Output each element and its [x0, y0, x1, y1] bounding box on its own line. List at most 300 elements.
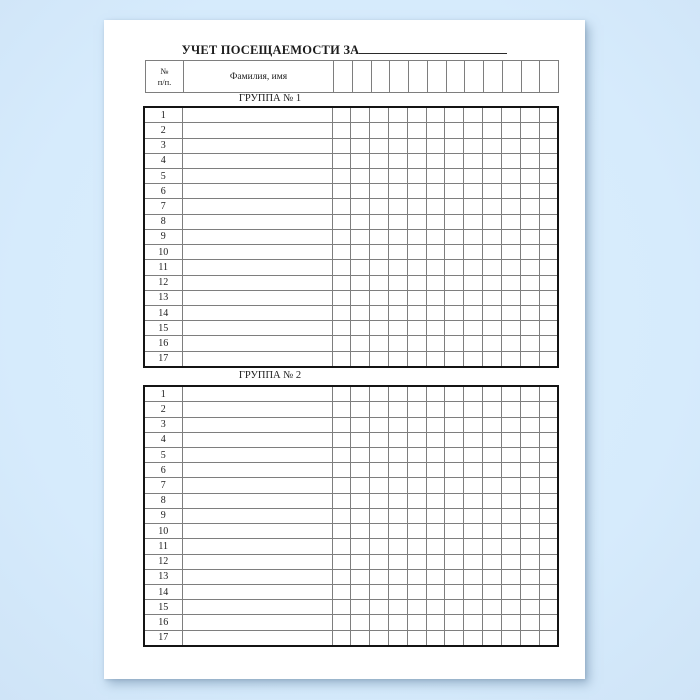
attendance-cell: [445, 630, 464, 646]
table-row: [144, 169, 558, 184]
attendance-cell: [539, 478, 558, 493]
attendance-cell: [501, 229, 520, 244]
attendance-cell: [407, 336, 426, 351]
attendance-cell: [351, 153, 370, 168]
attendance-cell: [407, 260, 426, 275]
attendance-cell: [501, 569, 520, 584]
row-number-cell: 14: [144, 305, 182, 320]
attendance-cell: [332, 321, 351, 336]
attendance-cell: [332, 493, 351, 508]
group-2-rows: [144, 386, 558, 646]
attendance-cell: [426, 245, 445, 260]
attendance-cell: [445, 229, 464, 244]
attendance-cell: [370, 386, 389, 402]
attendance-cell: [464, 463, 483, 478]
attendance-cell: [464, 524, 483, 539]
attendance-cell: [464, 351, 483, 367]
table-row: [144, 569, 558, 584]
row-number-cell: 2: [144, 123, 182, 138]
attendance-cell: [332, 245, 351, 260]
attendance-cell: [445, 417, 464, 432]
attendance-cell: [332, 169, 351, 184]
attendance-cell: [388, 351, 407, 367]
attendance-cell: [351, 584, 370, 599]
attendance-cell: [332, 584, 351, 599]
attendance-cell: [520, 275, 539, 290]
attendance-cell: [426, 138, 445, 153]
attendance-cell: [520, 305, 539, 320]
attendance-cell: [370, 432, 389, 447]
attendance-cell: [426, 336, 445, 351]
attendance-cell: [464, 554, 483, 569]
attendance-cell: [388, 305, 407, 320]
attendance-cell: [426, 463, 445, 478]
attendance-cell: [464, 138, 483, 153]
table-row: [144, 229, 558, 244]
table-row: [144, 214, 558, 229]
attendance-cell: [464, 432, 483, 447]
attendance-cell: [483, 630, 502, 646]
attendance-cell: [445, 199, 464, 214]
attendance-cell: [370, 199, 389, 214]
attendance-cell: [351, 463, 370, 478]
attendance-cell: [351, 630, 370, 646]
row-number-cell: 1: [144, 386, 182, 402]
row-number-cell: 8: [144, 493, 182, 508]
attendance-cell: [370, 539, 389, 554]
attendance-cell: [332, 615, 351, 630]
attendance-cell: [501, 275, 520, 290]
attendance-cell: [464, 478, 483, 493]
attendance-cell: [407, 153, 426, 168]
attendance-cell: [426, 199, 445, 214]
page-title: [104, 42, 585, 58]
attendance-cell: [501, 417, 520, 432]
attendance-cell: [501, 245, 520, 260]
row-number-cell: 13: [144, 290, 182, 305]
attendance-cell: [483, 554, 502, 569]
row-number-cell: 12: [144, 554, 182, 569]
attendance-cell: [539, 351, 558, 367]
row-number-cell: 12: [144, 275, 182, 290]
row-number-cell: 9: [144, 229, 182, 244]
name-cell: [182, 107, 332, 123]
attendance-cell: [483, 336, 502, 351]
attendance-cell: [539, 463, 558, 478]
attendance-cell: [520, 321, 539, 336]
attendance-cell: [445, 600, 464, 615]
attendance-cell: [351, 107, 370, 123]
attendance-cell: [445, 123, 464, 138]
attendance-cell: [407, 229, 426, 244]
table-row: [144, 417, 558, 432]
group-1-rows: [144, 107, 558, 367]
attendance-cell: [539, 138, 558, 153]
attendance-cell: [539, 493, 558, 508]
attendance-cell: [407, 554, 426, 569]
attendance-cell: [520, 184, 539, 199]
attendance-cell: [407, 630, 426, 646]
attendance-cell: [464, 214, 483, 229]
attendance-cell: [426, 524, 445, 539]
attendance-cell: [483, 321, 502, 336]
attendance-cell: [332, 351, 351, 367]
table-row: [144, 305, 558, 320]
attendance-cell: [426, 432, 445, 447]
name-cell: [182, 290, 332, 305]
row-number-cell: 10: [144, 245, 182, 260]
attendance-cell: [370, 336, 389, 351]
attendance-cell: [483, 386, 502, 402]
table-row: [144, 260, 558, 275]
table-row: [144, 630, 558, 646]
attendance-cell: [388, 417, 407, 432]
attendance-cell: [332, 448, 351, 463]
attendance-cell: [426, 448, 445, 463]
row-number-cell: 14: [144, 584, 182, 599]
attendance-cell: [332, 539, 351, 554]
attendance-cell: [445, 107, 464, 123]
attendance-cell: [388, 336, 407, 351]
row-number-cell: 13: [144, 569, 182, 584]
attendance-cell: [351, 615, 370, 630]
number-column-header-line2: п/п.: [157, 76, 172, 87]
attendance-cell: [483, 432, 502, 447]
attendance-cell: [501, 107, 520, 123]
attendance-cell: [407, 463, 426, 478]
attendance-cell: [426, 417, 445, 432]
name-cell: [182, 630, 332, 646]
name-cell: [182, 600, 332, 615]
attendance-cell: [445, 402, 464, 417]
attendance-cell: [501, 214, 520, 229]
date-column-header-cell: [484, 61, 503, 93]
date-column-header-cell: [540, 61, 559, 93]
attendance-cell: [520, 569, 539, 584]
table-row: [144, 402, 558, 417]
attendance-cell: [351, 290, 370, 305]
attendance-cell: [388, 386, 407, 402]
attendance-cell: [332, 402, 351, 417]
attendance-cell: [539, 630, 558, 646]
table-row: [144, 107, 558, 123]
name-cell: [182, 463, 332, 478]
attendance-cell: [501, 402, 520, 417]
header-row: [146, 61, 559, 93]
name-cell: [182, 305, 332, 320]
table-row: [144, 584, 558, 599]
attendance-cell: [483, 169, 502, 184]
attendance-cell: [520, 199, 539, 214]
attendance-cell: [520, 245, 539, 260]
attendance-cell: [445, 569, 464, 584]
attendance-cell: [501, 615, 520, 630]
attendance-cell: [539, 554, 558, 569]
attendance-cell: [483, 290, 502, 305]
attendance-cell: [351, 169, 370, 184]
row-number-cell: 10: [144, 524, 182, 539]
attendance-cell: [483, 153, 502, 168]
attendance-cell: [426, 402, 445, 417]
attendance-cell: [483, 305, 502, 320]
attendance-cell: [520, 630, 539, 646]
attendance-cell: [388, 153, 407, 168]
attendance-cell: [370, 123, 389, 138]
row-number-cell: 8: [144, 214, 182, 229]
attendance-cell: [426, 478, 445, 493]
attendance-cell: [464, 386, 483, 402]
attendance-cell: [520, 615, 539, 630]
row-number-cell: 17: [144, 351, 182, 367]
attendance-cell: [539, 305, 558, 320]
attendance-cell: [388, 524, 407, 539]
attendance-cell: [332, 432, 351, 447]
attendance-cell: [483, 493, 502, 508]
attendance-cell: [539, 508, 558, 523]
attendance-cell: [407, 305, 426, 320]
attendance-cell: [370, 630, 389, 646]
row-number-cell: 15: [144, 321, 182, 336]
attendance-cell: [332, 260, 351, 275]
attendance-cell: [426, 305, 445, 320]
attendance-cell: [426, 493, 445, 508]
attendance-cell: [520, 123, 539, 138]
attendance-cell: [539, 229, 558, 244]
attendance-cell: [501, 584, 520, 599]
attendance-cell: [464, 584, 483, 599]
attendance-cell: [539, 615, 558, 630]
attendance-cell: [445, 336, 464, 351]
attendance-cell: [388, 630, 407, 646]
attendance-cell: [370, 290, 389, 305]
row-number-cell: 5: [144, 448, 182, 463]
attendance-cell: [370, 524, 389, 539]
attendance-cell: [426, 584, 445, 599]
attendance-cell: [351, 336, 370, 351]
attendance-cell: [388, 615, 407, 630]
attendance-cell: [520, 448, 539, 463]
attendance-cell: [483, 138, 502, 153]
table-row: [144, 448, 558, 463]
table-row: [144, 351, 558, 367]
date-column-header-cell: [334, 61, 353, 93]
attendance-cell: [464, 448, 483, 463]
table-row: [144, 138, 558, 153]
name-cell: [182, 153, 332, 168]
number-column-header-line1: №: [160, 65, 169, 76]
attendance-cell: [445, 615, 464, 630]
attendance-cell: [370, 569, 389, 584]
attendance-cell: [464, 569, 483, 584]
attendance-cell: [464, 600, 483, 615]
attendance-cell: [351, 524, 370, 539]
name-cell: [182, 402, 332, 417]
row-number-cell: 7: [144, 199, 182, 214]
attendance-cell: [332, 184, 351, 199]
attendance-cell: [464, 321, 483, 336]
table-row: [144, 290, 558, 305]
attendance-cell: [407, 199, 426, 214]
attendance-cell: [520, 417, 539, 432]
attendance-cell: [483, 615, 502, 630]
attendance-cell: [332, 524, 351, 539]
attendance-cell: [407, 524, 426, 539]
attendance-cell: [501, 260, 520, 275]
group-2-label: ГРУППА № 2: [238, 370, 302, 381]
attendance-cell: [351, 508, 370, 523]
attendance-cell: [464, 417, 483, 432]
attendance-cell: [388, 321, 407, 336]
number-column-header: [146, 61, 184, 93]
row-number-cell: 16: [144, 336, 182, 351]
attendance-cell: [370, 351, 389, 367]
attendance-cell: [501, 448, 520, 463]
attendance-cell: [520, 584, 539, 599]
attendance-cell: [332, 199, 351, 214]
attendance-cell: [539, 448, 558, 463]
attendance-cell: [388, 402, 407, 417]
attendance-cell: [539, 214, 558, 229]
table-row: [144, 600, 558, 615]
table-row: [144, 539, 558, 554]
attendance-cell: [426, 386, 445, 402]
attendance-cell: [426, 554, 445, 569]
attendance-cell: [388, 275, 407, 290]
attendance-cell: [332, 386, 351, 402]
attendance-cell: [407, 245, 426, 260]
name-cell: [182, 169, 332, 184]
attendance-cell: [520, 539, 539, 554]
name-cell: [182, 478, 332, 493]
attendance-cell: [351, 214, 370, 229]
attendance-cell: [407, 508, 426, 523]
attendance-cell: [351, 432, 370, 447]
name-cell: [182, 229, 332, 244]
attendance-cell: [370, 600, 389, 615]
attendance-cell: [520, 153, 539, 168]
attendance-cell: [445, 432, 464, 447]
attendance-cell: [501, 554, 520, 569]
attendance-cell: [370, 184, 389, 199]
attendance-cell: [520, 169, 539, 184]
attendance-cell: [388, 463, 407, 478]
name-cell: [182, 214, 332, 229]
attendance-cell: [539, 153, 558, 168]
name-cell: [182, 554, 332, 569]
name-cell: [182, 539, 332, 554]
attendance-cell: [445, 275, 464, 290]
attendance-cell: [445, 539, 464, 554]
attendance-cell: [388, 600, 407, 615]
attendance-cell: [426, 321, 445, 336]
row-number-cell: 5: [144, 169, 182, 184]
attendance-cell: [483, 584, 502, 599]
attendance-cell: [388, 539, 407, 554]
attendance-cell: [445, 169, 464, 184]
table-row: [144, 386, 558, 402]
attendance-cell: [426, 539, 445, 554]
name-cell: [182, 199, 332, 214]
name-cell: [182, 448, 332, 463]
attendance-cell: [539, 260, 558, 275]
attendance-cell: [501, 478, 520, 493]
attendance-cell: [483, 229, 502, 244]
attendance-cell: [539, 336, 558, 351]
name-cell: [182, 508, 332, 523]
row-number-cell: 2: [144, 402, 182, 417]
attendance-cell: [464, 539, 483, 554]
table-row: [144, 184, 558, 199]
attendance-cell: [388, 448, 407, 463]
row-number-cell: 6: [144, 463, 182, 478]
attendance-cell: [426, 630, 445, 646]
attendance-cell: [445, 463, 464, 478]
attendance-cell: [332, 138, 351, 153]
attendance-cell: [351, 402, 370, 417]
attendance-cell: [332, 554, 351, 569]
attendance-cell: [351, 184, 370, 199]
row-number-cell: 11: [144, 539, 182, 554]
attendance-cell: [501, 336, 520, 351]
attendance-cell: [370, 229, 389, 244]
name-cell: [182, 260, 332, 275]
attendance-cell: [370, 508, 389, 523]
attendance-cell: [351, 245, 370, 260]
attendance-cell: [464, 402, 483, 417]
attendance-cell: [539, 275, 558, 290]
row-number-cell: 3: [144, 417, 182, 432]
attendance-cell: [426, 184, 445, 199]
attendance-cell: [483, 351, 502, 367]
attendance-cell: [483, 402, 502, 417]
attendance-cell: [407, 123, 426, 138]
attendance-cell: [370, 554, 389, 569]
name-cell: [182, 138, 332, 153]
row-number-cell: 15: [144, 600, 182, 615]
date-column-header-cell: [371, 61, 390, 93]
attendance-cell: [388, 199, 407, 214]
attendance-cell: [445, 508, 464, 523]
attendance-cell: [332, 508, 351, 523]
name-cell: [182, 321, 332, 336]
attendance-cell: [501, 169, 520, 184]
attendance-cell: [520, 336, 539, 351]
row-number-cell: 3: [144, 138, 182, 153]
attendance-cell: [483, 184, 502, 199]
attendance-cell: [370, 138, 389, 153]
name-cell: [182, 184, 332, 199]
attendance-cell: [351, 305, 370, 320]
table-row: [144, 199, 558, 214]
attendance-cell: [520, 107, 539, 123]
attendance-cell: [464, 199, 483, 214]
attendance-cell: [520, 138, 539, 153]
title-blank-line: [359, 42, 507, 54]
attendance-cell: [388, 554, 407, 569]
attendance-cell: [501, 539, 520, 554]
attendance-cell: [370, 153, 389, 168]
attendance-cell: [332, 478, 351, 493]
attendance-cell: [407, 402, 426, 417]
date-column-header-cell: [502, 61, 521, 93]
name-cell: [182, 275, 332, 290]
attendance-cell: [445, 245, 464, 260]
attendance-cell: [370, 615, 389, 630]
attendance-cell: [407, 569, 426, 584]
attendance-cell: [388, 169, 407, 184]
attendance-cell: [483, 600, 502, 615]
attendance-cell: [388, 508, 407, 523]
